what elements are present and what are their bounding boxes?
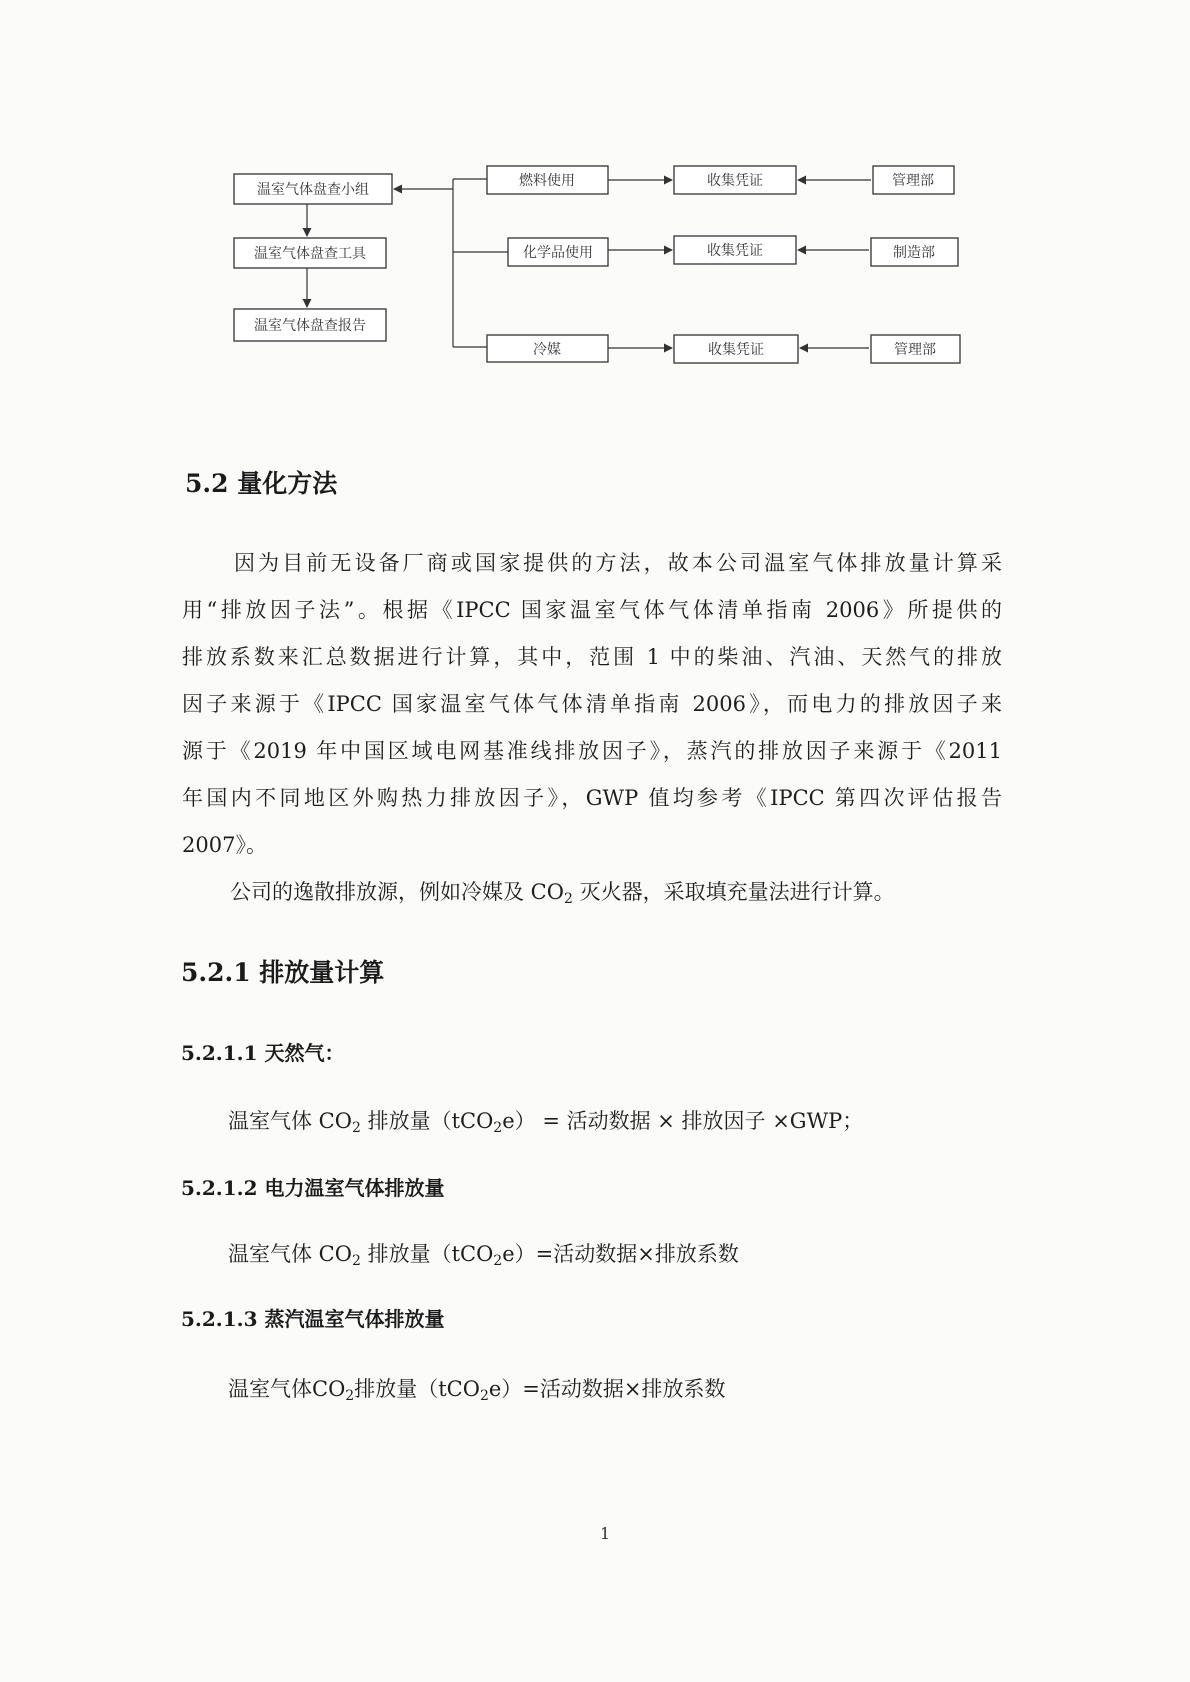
left-box-label: 温室气体盘查报告	[254, 318, 366, 334]
dept-label: 制造部	[893, 245, 935, 261]
paragraph-line: 2007》。	[182, 833, 267, 857]
subsection-heading-5-2-1-3: 5.2.1.3 蒸汽温室气体排放量	[181, 1307, 445, 1331]
subsection-heading-5-2-1-2: 5.2.1.2 电力温室气体排放量	[181, 1176, 445, 1200]
section-heading-5-2: 5.2 量化方法	[185, 469, 338, 498]
left-box-inventory-team	[234, 174, 392, 204]
electricity-formula: 温室气体 $CO_2$ 排放量（tCO$_2$e）=活动数据×排放系数	[228, 1242, 739, 1269]
source-box-refrigerant	[487, 335, 608, 362]
dept-box-manufacturing	[871, 238, 958, 266]
source-label: 冷媒	[533, 342, 561, 358]
action-label: 收集凭证	[707, 173, 763, 189]
dept-box-management-2	[871, 335, 960, 363]
inventory-flowchart	[0, 0, 1190, 380]
left-box-inventory-report	[234, 309, 386, 341]
paragraph-line: 排放系数来汇总数据进行计算，其中，范围 1 中的柴油、汽油、天然气的排放	[182, 645, 1002, 669]
quantification-paragraph	[182, 540, 1002, 869]
paragraph-line: 因子来源于《IPCC 国家温室气体气体清单指南 2006》，而电力的排放因子来	[182, 692, 1002, 716]
page-number: 1	[600, 1524, 611, 1543]
left-box-inventory-tool	[234, 238, 386, 268]
paragraph-line: 年国内不同地区外购热力排放因子》，GWP 值均参考《IPCC 第四次评估报告	[182, 786, 1002, 810]
section-heading-5-2-1: 5.2.1 排放量计算	[181, 958, 385, 987]
dept-box-management-1	[873, 166, 954, 194]
subsection-heading-5-2-1-1: 5.2.1.1 天然气：	[181, 1041, 345, 1065]
source-box-fuel	[487, 166, 608, 194]
source-label: 燃料使用	[519, 173, 575, 189]
paragraph-line: 源于《2019 年中国区域电网基准线排放因子》，蒸汽的排放因子来源于《2011	[182, 739, 1002, 763]
left-box-label: 温室气体盘查小组	[257, 182, 369, 198]
action-box-collect-2	[674, 236, 796, 264]
action-box-collect-1	[674, 166, 796, 194]
paragraph-line: 用“排放因子法”。根据《IPCC 国家温室气体气体清单指南 2006》所提供的	[182, 598, 1002, 622]
source-label: 化学品使用	[523, 245, 593, 261]
paragraph-line: 因为目前无设备厂商或国家提供的方法，故本公司温室气体排放量计算采	[234, 551, 1002, 575]
action-label: 收集凭证	[707, 243, 763, 259]
dept-label: 管理部	[894, 342, 936, 358]
action-label: 收集凭证	[708, 342, 764, 358]
fugitive-emissions-paragraph: 公司的逸散排放源，例如冷媒及 $CO_2$ 灭火器，采取填充量法进行计算。	[230, 880, 895, 907]
natural-gas-formula: 温室气体 $CO_2$ 排放量（tCO$_2$e） = 活动数据 × 排放因子 ×GWP；	[228, 1109, 864, 1136]
source-box-chemicals	[508, 238, 608, 266]
action-box-collect-3	[674, 335, 798, 363]
dept-label: 管理部	[892, 173, 934, 189]
steam-formula: 温室气体$CO_2$排放量（tCO$_2$e）=活动数据×排放系数	[228, 1377, 726, 1404]
left-box-label: 温室气体盘查工具	[254, 246, 366, 262]
